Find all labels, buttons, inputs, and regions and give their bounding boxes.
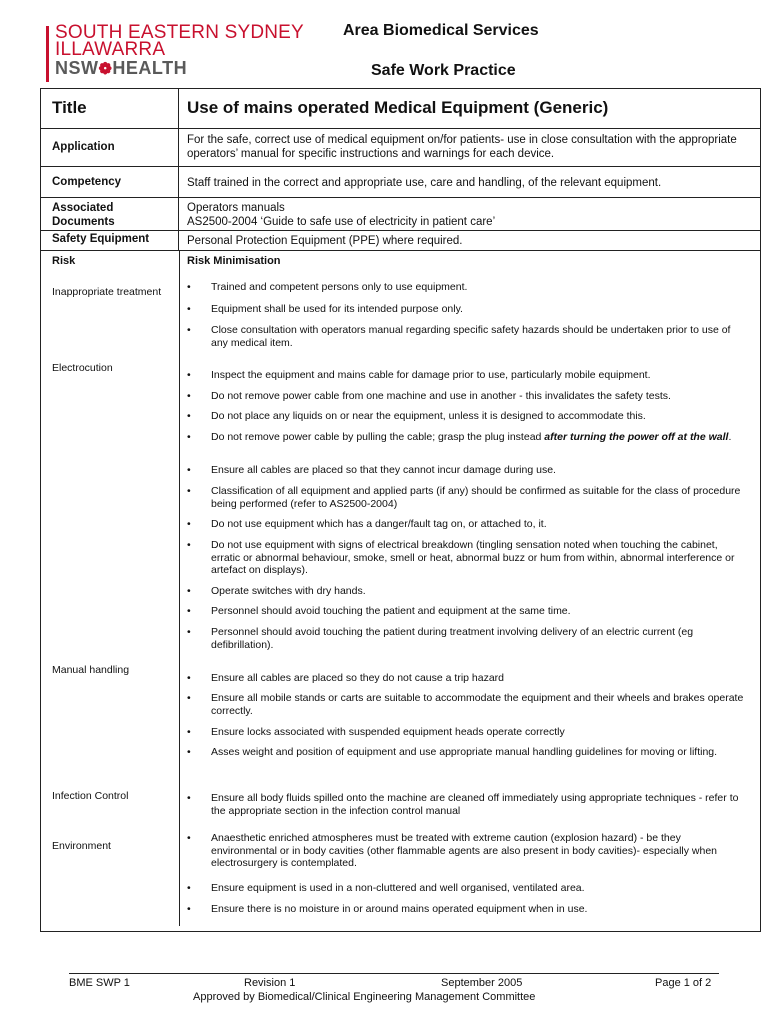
application-label-cell [41, 129, 179, 166]
competency-row [41, 167, 760, 198]
bullet-item: • Do not place any liquids on or near the equipment, unless it is designed to accommodate this. [187, 410, 646, 422]
bullet-item: • Ensure all cables are placed so they do not cause a trip hazard [187, 672, 505, 684]
bullet-item: • Ensure there is no moisture in or around mains operated equipment when in use. [187, 903, 588, 915]
bullet-item: • Operate switches with dry hands. [187, 585, 366, 597]
safety-label: Safety Equipment [52, 233, 150, 245]
bullet-item: • Do not remove power cable from one machine and use in another - this invalidates the safety tests. [187, 390, 671, 402]
safety-equipment-row [41, 231, 760, 251]
application-value: For the safe, correct use of medical equipment on/for patients- use in close consultation with the appropriate operators’ manual for specific instructions and warnings for each device. [187, 134, 737, 160]
title-value: Use of mains operated Medical Equipment (Generic) [187, 98, 609, 117]
bullet-item: • Equipment shall be used for its intended purpose only. [187, 303, 463, 315]
competency-label: Competency [52, 176, 122, 188]
associated-doc-1: Operators manuals [187, 202, 285, 214]
bullet-item: • Do not remove power cable by pulling the cable; grasp the plug instead after turning the power off at the wall. [187, 431, 732, 443]
application-row [41, 129, 760, 167]
risk-electrocution: Electrocution [52, 362, 113, 374]
bullet-item: • Asses weight and position of equipment and use appropriate manual handling guidelines for moving or lifting. [187, 746, 718, 758]
logo [55, 24, 304, 80]
footer-rule [69, 973, 719, 974]
bullet-item: • Ensure all body fluids spilled onto the machine are cleaned off immediately using appropriate techniques - refer to the appropriate section in the infection control manual [187, 792, 739, 817]
risk-manual-handling: Manual handling [52, 664, 130, 676]
title-row [41, 89, 760, 129]
application-value-cell [179, 129, 760, 166]
associated-value-cell [179, 198, 760, 230]
footer-doc-code: BME SWP 1 [69, 977, 130, 989]
competency-value-cell [179, 167, 760, 197]
safety-value: Personal Protection Equipment (PPE) where required. [187, 235, 463, 247]
bullet-item: • Classification of all equipment and applied parts (if any) should be confirmed as suitable for the class of procedure being performed (refer to AS2500-2004) [187, 485, 741, 510]
bullet-item: • Anaesthetic enriched atmospheres must be treated with extreme caution (explosion hazard) - be they environmental or in body cavities (other flammable agents are also present in body cavities)- especially when electrosurgery is contemplated. [187, 832, 718, 869]
logo-health: HEALTH [112, 58, 188, 78]
footer-revision: Revision 1 [244, 977, 296, 989]
bullet-item: • Personnel should avoid touching the patient and equipment at the same time. [187, 605, 571, 617]
risk-column-divider [179, 251, 180, 926]
bullet-item: • Inspect the equipment and mains cable for damage prior to use, particularly mobile equipment. [187, 369, 651, 381]
bullet-item: • Trained and competent persons only to use equipment. [187, 281, 468, 293]
bullet-item: • Do not use equipment which has a danger/fault tag on, or attached to, it. [187, 518, 547, 530]
waratah-icon: ❁ [98, 61, 113, 78]
risk-infection-control: Infection Control [52, 790, 129, 802]
risk-minimisation-header: Risk Minimisation [187, 255, 281, 267]
competency-value: Staff trained in the correct and appropriate use, care and handling, of the relevant equipment. [187, 177, 662, 189]
bullet-item: • Personnel should avoid touching the patient during treatment involving delivery of an electric current (eg defibrillation). [187, 626, 694, 651]
document-type: Safe Work Practice [371, 62, 516, 79]
bullet-item: • Ensure all cables are placed so that they cannot incur damage during use. [187, 464, 556, 476]
associated-label-2: Documents [52, 216, 115, 228]
associated-docs-row [41, 198, 760, 231]
footer-page-number: Page 1 of 2 [655, 977, 712, 989]
logo-nsw: NSW [55, 58, 99, 78]
associated-label-cell [41, 198, 179, 230]
logo-bar [46, 26, 49, 82]
risk-section [41, 251, 760, 926]
bullet-item: • Ensure locks associated with suspended equipment heads operate correctly [187, 726, 565, 738]
logo-line-3 [55, 58, 304, 80]
swp-table [40, 88, 761, 932]
competency-label-cell [41, 167, 179, 197]
bullet-item: • Ensure all mobile stands or carts are suitable to accommodate the equipment and their wheels and brakes operate correctly. [187, 692, 744, 717]
bullet-item: • Close consultation with operators manual regarding specific safety hazards should be undertaken prior to use of any medical item. [187, 324, 731, 349]
footer-approval: Approved by Biomedical/Clinical Engineering Management Committee [193, 991, 536, 1003]
safety-label-cell [41, 231, 179, 250]
application-label: Application [52, 141, 115, 153]
bullet-item: • Ensure equipment is used in a non-cluttered and well organised, ventilated area. [187, 882, 585, 894]
org-title: Area Biomedical Services [343, 22, 539, 39]
risk-environment: Environment [52, 840, 111, 852]
logo-line-2: ILLAWARRA [55, 39, 166, 60]
risk-header: Risk [52, 255, 76, 267]
associated-doc-2: AS2500-2004 ‘Guide to safe use of electricity in patient care’ [187, 216, 496, 228]
title-label: Title [52, 98, 87, 117]
bullet-item: • Do not use equipment with signs of electrical breakdown (tingling sensation noted when touching the cabinet, erratic or abnormal behaviour, smoke, smell or heat, abnormal buzz or hum from within, abnormal interference or artefact on displays). [187, 539, 735, 576]
footer-date: September 2005 [441, 977, 523, 989]
title-value-cell [179, 89, 760, 128]
risk-inappropriate-treatment: Inappropriate treatment [52, 286, 162, 298]
associated-label-1: Associated [52, 202, 114, 214]
emphasis-text: after turning the power off at the wall [544, 431, 729, 443]
safety-value-cell [179, 231, 760, 250]
title-label-cell [41, 89, 179, 128]
logo-line-1: SOUTH EASTERN SYDNEY [55, 22, 304, 43]
